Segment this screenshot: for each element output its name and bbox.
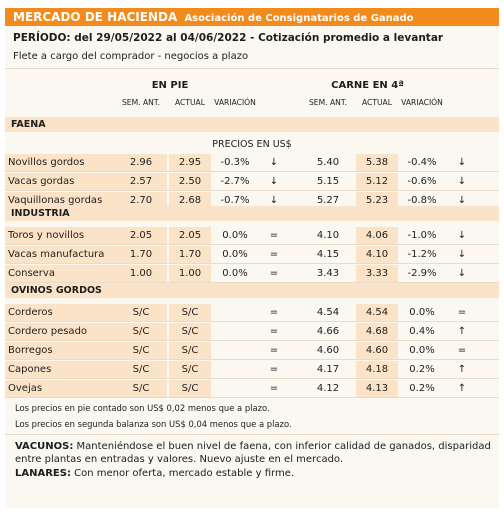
cell-c-var: -0.6% bbox=[407, 176, 437, 187]
row-divider bbox=[5, 263, 499, 264]
divider bbox=[5, 434, 499, 435]
cell-c-var: 0.0% bbox=[409, 307, 435, 318]
cell-c-act: 5.12 bbox=[356, 173, 398, 191]
cell-c-sem: 4.15 bbox=[316, 249, 340, 260]
divider bbox=[5, 68, 499, 69]
cell-pie-act: 2.95 bbox=[169, 154, 211, 172]
cell-pie-var bbox=[210, 323, 260, 341]
lanares-label: LANARES: bbox=[15, 468, 71, 479]
cell-label: Vacas gordas bbox=[5, 173, 165, 191]
row-divider bbox=[5, 190, 499, 191]
table-row bbox=[5, 227, 499, 245]
col-actual-pie: ACTUAL bbox=[175, 98, 205, 107]
arrow-down-icon: ↓ bbox=[457, 230, 467, 241]
col-variacion-pie: VARIACIÓN bbox=[214, 98, 256, 107]
comment-lanares bbox=[15, 467, 495, 480]
arrow-down-icon: ↓ bbox=[457, 249, 467, 260]
section-faena: FAENA bbox=[5, 117, 499, 132]
table-row bbox=[5, 361, 499, 379]
cell-pie-var: -0.7% bbox=[220, 195, 250, 206]
cell-c-var: 0.0% bbox=[409, 345, 435, 356]
note-contado: Los precios en pie contado son US$ 0,02 menos que a plazo. bbox=[15, 403, 270, 413]
cell-c-act: 4.68 bbox=[356, 323, 398, 341]
cell-c-var: 0.4% bbox=[409, 326, 435, 337]
equal-icon: = bbox=[269, 345, 279, 356]
cell-pie-act: S/C bbox=[169, 323, 211, 341]
table-row bbox=[5, 323, 499, 341]
arrow-up-icon: ↑ bbox=[457, 364, 467, 375]
equal-icon: = bbox=[269, 326, 279, 337]
comment-vacunos bbox=[15, 440, 495, 466]
cell-pie-sem: 2.70 bbox=[115, 192, 167, 210]
cell-pie-sem: 1.00 bbox=[115, 265, 167, 283]
cell-c-sem: 4.60 bbox=[316, 345, 340, 356]
table-row bbox=[5, 304, 499, 322]
market-report bbox=[5, 8, 499, 508]
cell-label: Ovejas bbox=[5, 380, 165, 398]
cell-c-var: -2.9% bbox=[407, 268, 437, 279]
row-divider bbox=[5, 171, 499, 172]
cell-pie-sem: S/C bbox=[115, 361, 167, 379]
row-divider bbox=[5, 340, 499, 341]
table-row bbox=[5, 173, 499, 191]
cell-c-var: -0.4% bbox=[407, 157, 437, 168]
cell-pie-sem: 2.57 bbox=[115, 173, 167, 191]
equal-icon: = bbox=[269, 383, 279, 394]
cell-pie-sem: S/C bbox=[115, 380, 167, 398]
cell-pie-sem: S/C bbox=[115, 323, 167, 341]
cell-c-sem: 3.43 bbox=[316, 268, 340, 279]
precios-label: PRECIOS EN US$ bbox=[212, 139, 292, 150]
cell-c-sem: 4.54 bbox=[316, 307, 340, 318]
report-title: MERCADO DE HACIENDA bbox=[13, 10, 178, 24]
table-row bbox=[5, 380, 499, 398]
vacunos-label: VACUNOS: bbox=[15, 441, 74, 452]
cell-pie-sem: S/C bbox=[115, 342, 167, 360]
arrow-up-icon: ↑ bbox=[457, 326, 467, 337]
cell-c-var: -0.8% bbox=[407, 195, 437, 206]
cell-c-sem: 5.15 bbox=[316, 176, 340, 187]
cell-c-sem: 4.17 bbox=[316, 364, 340, 375]
group-en-pie: EN PIE bbox=[151, 80, 189, 91]
cell-pie-sem: 2.96 bbox=[115, 154, 167, 172]
report-subtitle: Asociación de Consignatarios de Ganado bbox=[184, 13, 414, 24]
col-sem-ant-carne: SEM. ANT. bbox=[308, 98, 348, 107]
equal-icon: = bbox=[457, 307, 467, 318]
cell-pie-sem: 2.05 bbox=[115, 227, 167, 245]
cell-pie-act: S/C bbox=[169, 342, 211, 360]
arrow-down-icon: ↓ bbox=[457, 157, 467, 168]
cell-c-act: 4.18 bbox=[356, 361, 398, 379]
cell-pie-act: 2.50 bbox=[169, 173, 211, 191]
arrow-down-icon: ↓ bbox=[457, 176, 467, 187]
col-variacion-carne: VARIACIÓN bbox=[401, 98, 443, 107]
cell-label: Vaquillonas gordas bbox=[5, 192, 165, 210]
arrow-down-icon: ↓ bbox=[269, 157, 279, 168]
cell-pie-act: 1.00 bbox=[169, 265, 211, 283]
arrow-down-icon: ↓ bbox=[457, 268, 467, 279]
cell-c-act: 4.10 bbox=[356, 246, 398, 264]
row-divider bbox=[5, 359, 499, 360]
cell-c-sem: 5.27 bbox=[316, 195, 340, 206]
cell-label: Conserva bbox=[5, 265, 165, 283]
col-actual-carne: ACTUAL bbox=[362, 98, 392, 107]
vacunos-text: Manteniéndose el buen nivel de faena, con inferior calidad de ganados, disparidad entre plantas en entradas y valores. Nuevo ajuste en el mercado. bbox=[15, 441, 491, 465]
cell-c-sem: 4.66 bbox=[316, 326, 340, 337]
cell-c-sem: 4.12 bbox=[316, 383, 340, 394]
cell-label: Vacas manufactura bbox=[5, 246, 165, 264]
equal-icon: = bbox=[269, 249, 279, 260]
row-divider bbox=[5, 321, 499, 322]
cell-pie-var: 0.0% bbox=[222, 268, 248, 279]
cell-c-sem: 5.40 bbox=[316, 157, 340, 168]
cell-c-act: 4.06 bbox=[356, 227, 398, 245]
cell-c-act: 5.38 bbox=[356, 154, 398, 172]
cell-label: Novillos gordos bbox=[5, 154, 165, 172]
cell-pie-act: 2.05 bbox=[169, 227, 211, 245]
cell-c-var: 0.2% bbox=[409, 364, 435, 375]
arrow-up-icon: ↑ bbox=[457, 383, 467, 394]
cell-label: Borregos bbox=[5, 342, 165, 360]
equal-icon: = bbox=[269, 364, 279, 375]
equal-icon: = bbox=[269, 268, 279, 279]
cell-label: Toros y novillos bbox=[5, 227, 165, 245]
cell-c-act: 4.60 bbox=[356, 342, 398, 360]
cell-pie-var: 0.0% bbox=[222, 249, 248, 260]
cell-pie-var: -0.3% bbox=[220, 157, 250, 168]
row-divider bbox=[5, 378, 499, 379]
section-industria: INDUSTRIA bbox=[5, 206, 499, 221]
cell-pie-var bbox=[210, 380, 260, 398]
cell-pie-act: 1.70 bbox=[169, 246, 211, 264]
cell-pie-sem: 1.70 bbox=[115, 246, 167, 264]
cell-c-act: 4.13 bbox=[356, 380, 398, 398]
cell-c-act: 4.54 bbox=[356, 304, 398, 322]
table-row bbox=[5, 265, 499, 283]
cell-pie-var bbox=[210, 342, 260, 360]
arrow-down-icon: ↓ bbox=[269, 195, 279, 206]
cell-pie-act: S/C bbox=[169, 361, 211, 379]
cell-c-var: 0.2% bbox=[409, 383, 435, 394]
cell-c-var: -1.2% bbox=[407, 249, 437, 260]
lanares-text: Con menor oferta, mercado estable y firme. bbox=[74, 468, 295, 479]
table-row bbox=[5, 154, 499, 172]
table-row bbox=[5, 246, 499, 264]
section-ovinos: OVINOS GORDOS bbox=[5, 283, 499, 298]
title-bar bbox=[5, 8, 499, 26]
cell-pie-var: -2.7% bbox=[220, 176, 250, 187]
cell-pie-var bbox=[210, 304, 260, 322]
cell-pie-var bbox=[210, 361, 260, 379]
group-carne: CARNE EN 4ª bbox=[331, 80, 404, 91]
cell-pie-act: S/C bbox=[169, 304, 211, 322]
equal-icon: = bbox=[269, 230, 279, 241]
period-line: PERÍODO: del 29/05/2022 al 04/06/2022 - Cotización promedio a levantar bbox=[13, 32, 444, 44]
equal-icon: = bbox=[457, 345, 467, 356]
cell-pie-sem: S/C bbox=[115, 304, 167, 322]
cell-c-sem: 4.10 bbox=[316, 230, 340, 241]
cell-c-act: 3.33 bbox=[356, 265, 398, 283]
row-divider bbox=[5, 244, 499, 245]
equal-icon: = bbox=[269, 307, 279, 318]
flete-line: Flete a cargo del comprador - negocios a plazo bbox=[13, 51, 249, 62]
cell-pie-act: 2.68 bbox=[169, 192, 211, 210]
cell-pie-act: S/C bbox=[169, 380, 211, 398]
note-segunda-balanza: Los precios en segunda balanza son US$ 0,04 menos que a plazo. bbox=[15, 419, 292, 429]
arrow-down-icon: ↓ bbox=[269, 176, 279, 187]
col-sem-ant-pie: SEM. ANT. bbox=[121, 98, 161, 107]
cell-c-act: 5.23 bbox=[356, 192, 398, 210]
cell-label: Capones bbox=[5, 361, 165, 379]
cell-c-var: -1.0% bbox=[407, 230, 437, 241]
arrow-down-icon: ↓ bbox=[457, 195, 467, 206]
row-divider bbox=[5, 397, 499, 398]
cell-pie-var: 0.0% bbox=[222, 230, 248, 241]
cell-label: Corderos bbox=[5, 304, 165, 322]
cell-label: Cordero pesado bbox=[5, 323, 165, 341]
table-row bbox=[5, 342, 499, 360]
